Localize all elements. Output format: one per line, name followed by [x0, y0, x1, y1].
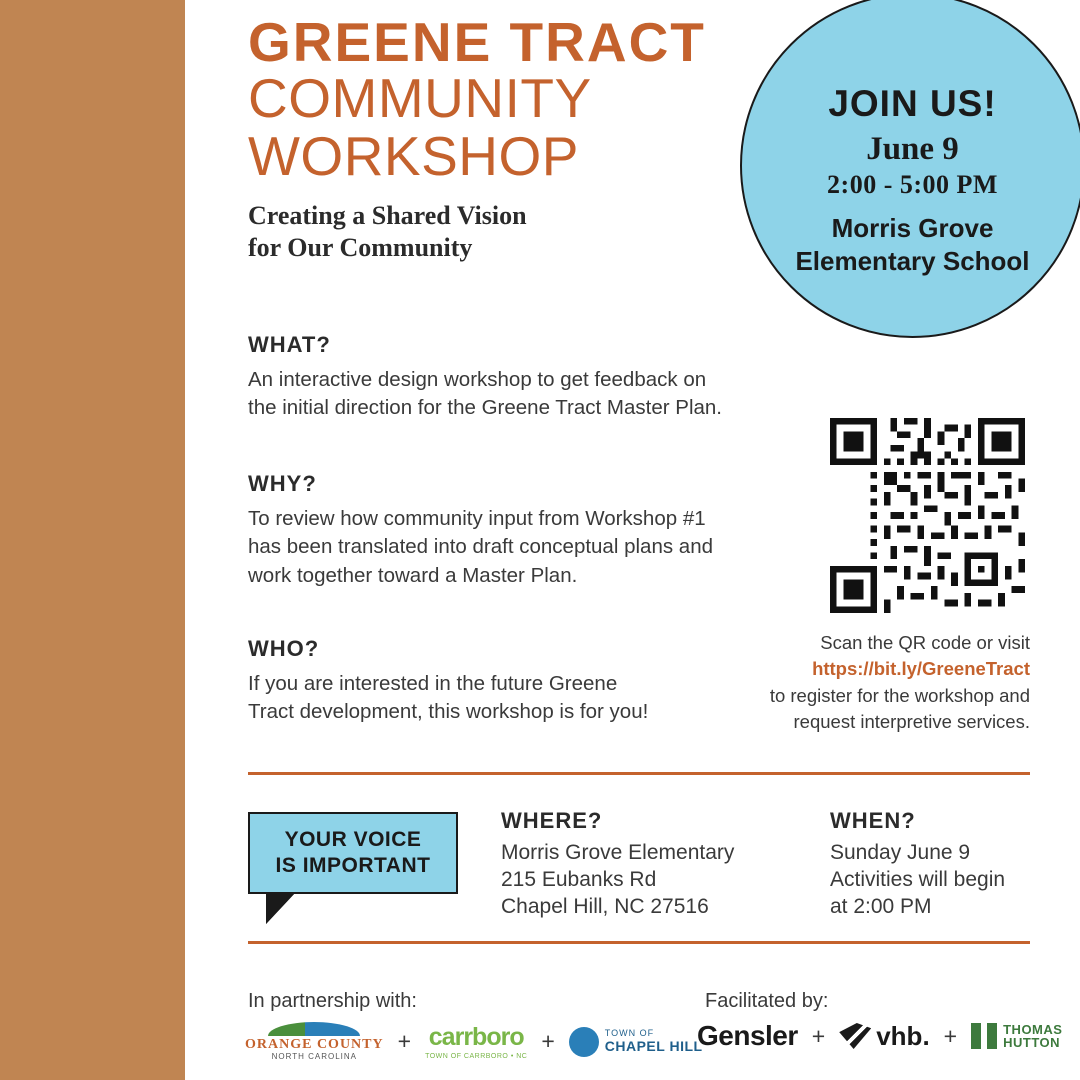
orange-county-logo	[245, 1022, 384, 1061]
orange-county-name: ORANGE COUNTY	[245, 1037, 384, 1052]
qr-instructions	[730, 630, 1030, 735]
plus-separator-4: +	[943, 1022, 958, 1049]
chapel-hill-logo	[569, 1027, 703, 1057]
facilitator-logo-row	[697, 1020, 1062, 1052]
thomas-hutton-logo	[971, 1023, 1062, 1050]
chapel-hill-subtitle: CHAPEL HILL	[604, 1037, 703, 1054]
when-line-1: Sunday June 9	[830, 841, 971, 864]
your-voice-bubble	[248, 812, 458, 894]
thomas-hutton-mark-icon	[971, 1023, 997, 1049]
bubble-line-2: IS IMPORTANT	[275, 854, 431, 877]
qr-line-2: to register for the workshop and	[769, 684, 1030, 706]
section-who-body	[248, 670, 768, 727]
section-why-line-2: has been translated into draft conceptual plans and	[248, 535, 713, 559]
divider-bottom	[248, 941, 1030, 944]
where-column	[501, 808, 791, 921]
section-what-body	[248, 366, 768, 423]
subtitle-line-2: for Our Community	[248, 233, 473, 263]
subtitle	[248, 200, 768, 265]
divider-top	[248, 772, 1030, 775]
carrboro-name: carrboro	[428, 1023, 524, 1051]
vhb-mark-icon	[839, 1023, 871, 1049]
badge-join-label: JOIN US!	[828, 83, 997, 124]
orange-county-subtitle: NORTH CAROLINA	[271, 1052, 358, 1061]
where-line-3: Chapel Hill, NC 27516	[501, 894, 709, 918]
thomas-hutton-subtitle: HUTTON	[1003, 1035, 1061, 1050]
carrboro-subtitle: TOWN OF CARRBORO • NC	[425, 1053, 528, 1060]
chapel-hill-seal-icon	[569, 1027, 599, 1057]
badge-date: June 9	[866, 131, 959, 167]
thomas-hutton-name: THOMAS	[1003, 1021, 1063, 1037]
when-line-3: at 2:00 PM	[830, 894, 932, 918]
registration-link[interactable]: https://bit.ly/GreeneTract	[812, 658, 1030, 680]
section-why	[248, 471, 768, 590]
section-why-line-3: work together toward a Master Plan.	[248, 563, 578, 587]
plus-separator-3: +	[811, 1022, 826, 1049]
section-why-line-1: To review how community input from Workshop #1	[248, 507, 706, 530]
qr-line-3: request interpretive services.	[793, 710, 1030, 732]
when-line-2: Activities will begin	[830, 867, 1006, 891]
plus-separator-2: +	[541, 1028, 555, 1054]
chapel-hill-text	[605, 1029, 703, 1053]
subtitle-line-1: Creating a Shared Vision	[248, 200, 527, 230]
thomas-hutton-text	[1003, 1023, 1062, 1050]
when-column	[830, 808, 1070, 921]
badge-place-line-1: Morris Grove	[831, 213, 994, 243]
join-us-badge	[740, 0, 1080, 338]
facilitated-label: Facilitated by:	[705, 990, 829, 1012]
orange-county-swoosh-icon	[268, 1022, 360, 1036]
bubble-line-1: YOUR VOICE	[284, 827, 422, 851]
section-what-line-1: An interactive design workshop to get feedback on	[248, 368, 707, 391]
qr-code-icon[interactable]	[830, 418, 1025, 613]
where-heading: WHERE?	[501, 808, 603, 833]
partnership-label: In partnership with:	[248, 990, 417, 1012]
left-color-band	[0, 0, 185, 1080]
where-line-2: 215 Eubanks Rd	[501, 867, 657, 891]
section-who	[248, 636, 768, 727]
section-why-body	[248, 505, 768, 590]
badge-place-line-2: Elementary School	[795, 245, 1030, 276]
vhb-name: vhb.	[876, 1020, 930, 1051]
bubble-tail-icon	[268, 893, 294, 921]
plus-separator-1: +	[397, 1028, 412, 1054]
section-who-line-2: Tract development, this workshop is for you!	[248, 700, 649, 724]
title-line-1: GREENE TRACT	[248, 11, 706, 73]
vhb-logo	[839, 1021, 929, 1052]
section-who-heading: WHO?	[248, 636, 320, 661]
carrboro-logo	[425, 1023, 527, 1060]
gensler-logo: Gensler	[697, 1020, 798, 1051]
section-why-heading: WHY?	[248, 471, 317, 496]
badge-time: 2:00 - 5:00 PM	[827, 170, 998, 199]
title-line-3: WORKSHOP	[248, 124, 579, 187]
qr-line-1: Scan the QR code or visit	[820, 632, 1030, 653]
section-who-line-1: If you are interested in the future Greene	[248, 672, 618, 695]
when-heading: WHEN?	[830, 808, 916, 833]
chapel-hill-name: TOWN OF	[604, 1028, 655, 1039]
title-line-2: COMMUNITY	[248, 67, 592, 130]
section-what-line-2: the initial direction for the Greene Tract Master Plan.	[248, 396, 723, 420]
where-line-1: Morris Grove Elementary	[501, 841, 735, 864]
title-block	[248, 11, 768, 265]
section-what	[248, 332, 768, 423]
poster-content	[185, 0, 1080, 1080]
section-what-heading: WHAT?	[248, 332, 331, 357]
partner-logo-row	[245, 1022, 703, 1061]
